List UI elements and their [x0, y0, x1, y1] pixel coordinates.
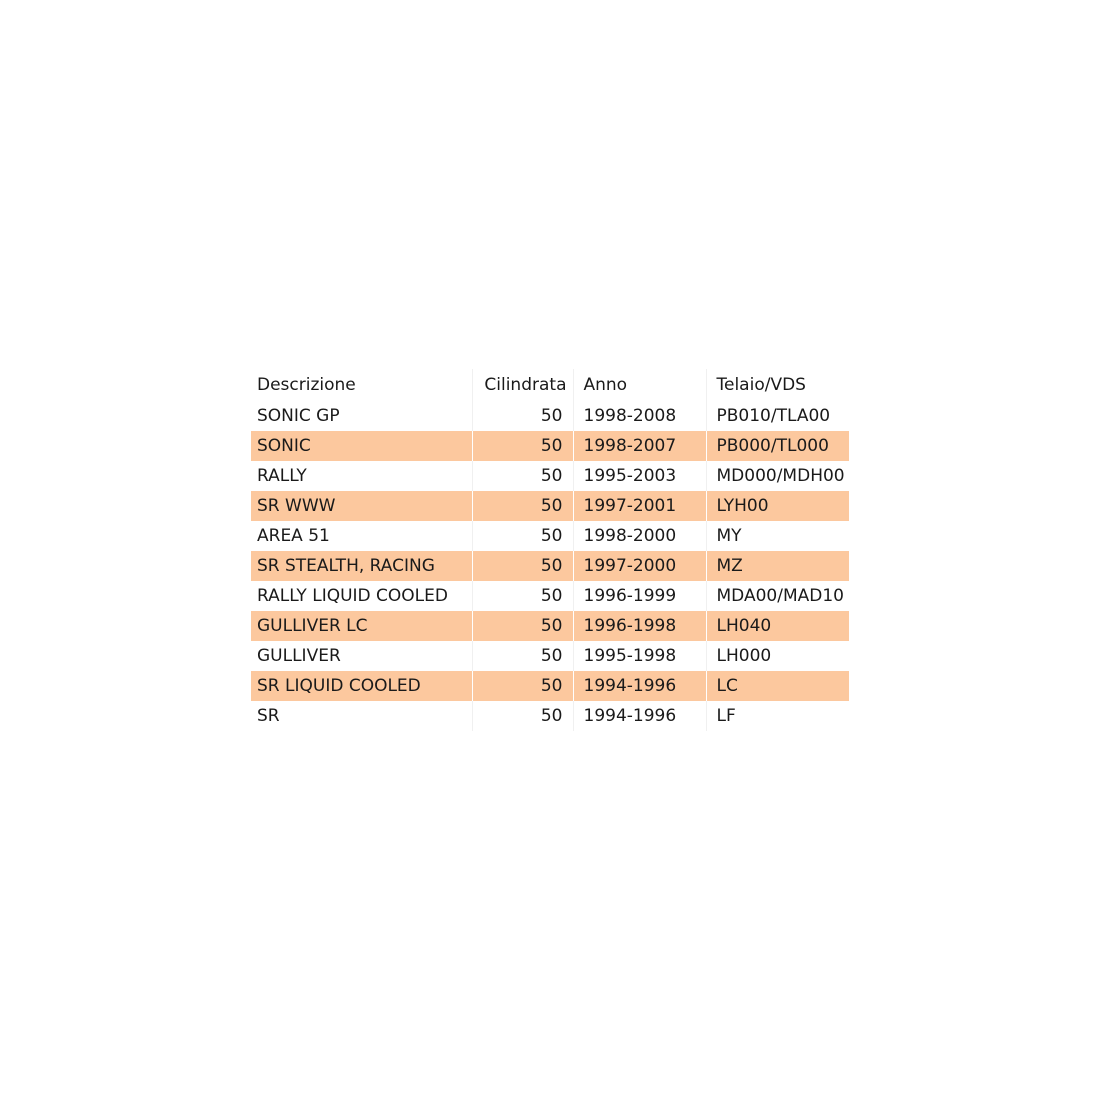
cell-anno: 1995-1998 — [573, 641, 706, 671]
cell-descrizione: RALLY — [257, 466, 307, 486]
cell-telaio: PB000/TL000 — [706, 431, 849, 461]
cell-cilindrata: 50 — [472, 461, 573, 491]
cell-descrizione: SONIC — [251, 431, 472, 461]
header-cilindrata: Cilindrata — [472, 369, 573, 401]
models-table-container — [251, 369, 849, 731]
cell-telaio: MZ — [706, 551, 849, 581]
cell-telaio: LH040 — [706, 611, 849, 641]
cell-descrizione: SR — [257, 706, 280, 726]
cell-anno: 1998-2008 — [573, 401, 706, 431]
table-row — [251, 491, 849, 521]
cell-telaio: LC — [706, 671, 849, 701]
cell-telaio: MDA00/MAD10 — [706, 581, 849, 611]
header-telaio: Telaio/VDS — [706, 369, 849, 401]
cell-telaio: MY — [706, 521, 849, 551]
cell-cilindrata: 50 — [472, 401, 573, 431]
cell-descrizione: RALLY LIQUID COOLED — [257, 586, 448, 606]
models-table — [251, 369, 849, 731]
table-header — [251, 369, 849, 401]
cell-cilindrata: 50 — [472, 521, 573, 551]
header-anno: Anno — [573, 369, 706, 401]
table-row — [251, 671, 849, 701]
table-body — [251, 401, 849, 731]
table-row — [251, 431, 849, 461]
cell-descrizione: AREA 51 — [257, 526, 330, 546]
header-row — [251, 369, 849, 401]
cell-telaio: LF — [706, 701, 849, 731]
header-descrizione: Descrizione — [257, 375, 356, 395]
cell-cilindrata: 50 — [472, 581, 573, 611]
cell-cilindrata: 50 — [472, 611, 573, 641]
cell-telaio: MD000/MDH00 — [706, 461, 849, 491]
cell-anno: 1997-2000 — [573, 551, 706, 581]
table-row — [251, 581, 849, 611]
table-row — [251, 521, 849, 551]
cell-descrizione: SR STEALTH, RACING — [251, 551, 472, 581]
cell-descrizione: SR LIQUID COOLED — [251, 671, 472, 701]
cell-descrizione: GULLIVER LC — [251, 611, 472, 641]
cell-telaio: LYH00 — [706, 491, 849, 521]
cell-anno: 1996-1999 — [573, 581, 706, 611]
table-row — [251, 701, 849, 731]
cell-telaio: PB010/TLA00 — [706, 401, 849, 431]
cell-telaio: LH000 — [706, 641, 849, 671]
cell-anno: 1998-2007 — [573, 431, 706, 461]
cell-anno: 1995-2003 — [573, 461, 706, 491]
table-row — [251, 551, 849, 581]
cell-cilindrata: 50 — [472, 431, 573, 461]
cell-anno: 1997-2001 — [573, 491, 706, 521]
table-row — [251, 461, 849, 491]
cell-anno: 1994-1996 — [573, 701, 706, 731]
cell-cilindrata: 50 — [472, 701, 573, 731]
cell-anno: 1998-2000 — [573, 521, 706, 551]
cell-descrizione: SR WWW — [251, 491, 472, 521]
cell-cilindrata: 50 — [472, 491, 573, 521]
table-row — [251, 641, 849, 671]
cell-descrizione: SONIC GP — [257, 406, 340, 426]
cell-cilindrata: 50 — [472, 551, 573, 581]
cell-cilindrata: 50 — [472, 671, 573, 701]
table-row — [251, 611, 849, 641]
cell-anno: 1996-1998 — [573, 611, 706, 641]
cell-anno: 1994-1996 — [573, 671, 706, 701]
table-row — [251, 401, 849, 431]
cell-cilindrata: 50 — [472, 641, 573, 671]
cell-descrizione: GULLIVER — [257, 646, 341, 666]
